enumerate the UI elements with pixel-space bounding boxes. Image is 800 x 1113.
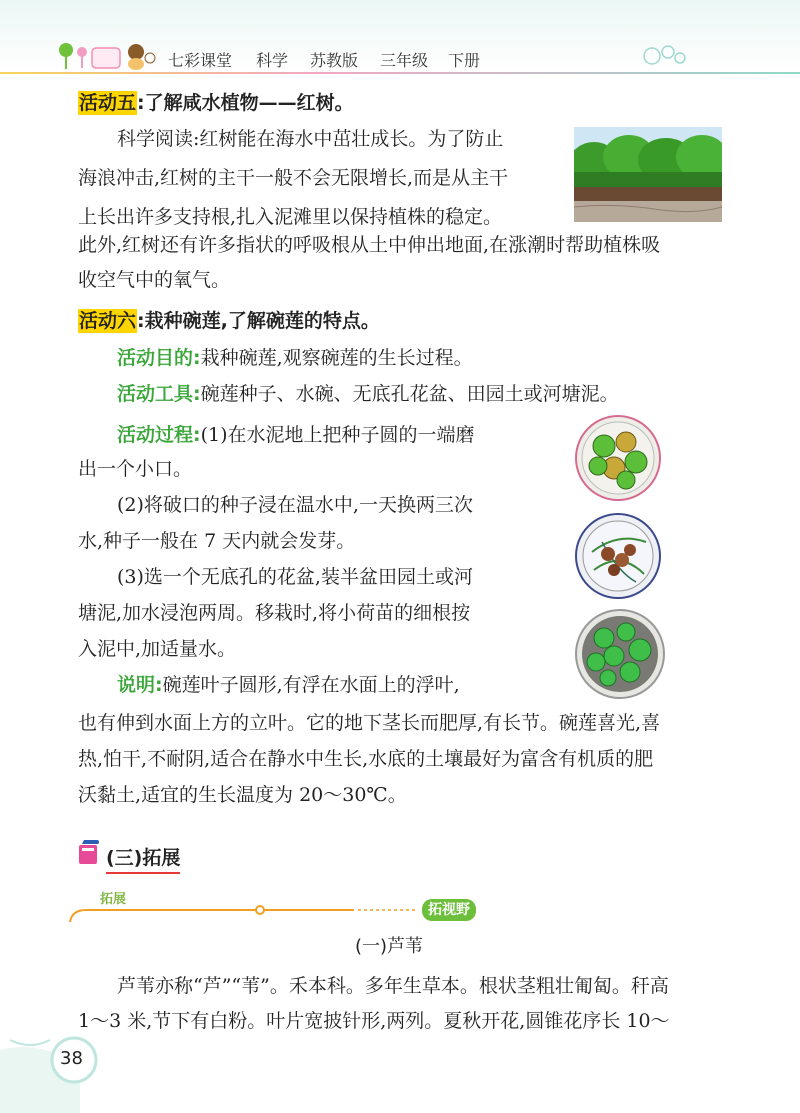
extension-line-2: 1～3 米,节下有白粉。叶片宽披针形,两列。夏秋开花,圆锥花序长 10～ [78, 1010, 670, 1032]
activity5-line-2: 海浪冲击,红树的主干一般不会无限增长,而是从主干 [78, 167, 509, 189]
activity6-process [117, 423, 475, 447]
activity5-title: :了解咸水植物——红树。 [137, 92, 354, 114]
mangrove-photo [574, 127, 722, 222]
header-publisher: 苏教版 [310, 51, 359, 70]
header-rule [0, 72, 800, 74]
logo-mascot-icon [56, 38, 166, 72]
process-line-3: (2)将破口的种子浸在温水中,一天换两三次 [117, 494, 473, 516]
extension-tag: 拓展 [100, 892, 127, 907]
extension-subtitle: (一)芦苇 [355, 936, 424, 957]
process-line-1: (1)在水泥地上把种子圆的一端磨 [200, 424, 475, 446]
process-line-2: 出一个小口。 [78, 458, 193, 480]
tools-label: 活动工具: [117, 383, 201, 405]
activity5-label: 活动五 [79, 92, 137, 114]
process-line-6: 塘泥,加水浸泡两周。移栽时,将小荷苗的细根按 [78, 602, 471, 624]
header-grade: 三年级 [380, 51, 429, 70]
activity6-label: 活动六 [79, 310, 137, 332]
activity5-line-5: 收空气中的氧气。 [78, 269, 231, 291]
extension-line-1: 芦苇亦称“芦”“苇”。禾本科。多年生草本。根状茎粗壮匍匐。秆高 [117, 975, 669, 997]
process-label: 活动过程: [117, 424, 201, 446]
header-bar [0, 0, 800, 80]
purpose-label: 活动目的: [117, 347, 201, 369]
tools-text: 碗莲种子、水碗、无底孔花盆、田园土或河塘泥。 [200, 383, 619, 405]
section3-title: (三)拓展 [106, 843, 180, 874]
page-number: 38 [60, 1048, 83, 1069]
lotus-sprouts-illustration [574, 512, 662, 600]
note-line-1: 碗莲叶子圆形,有浮在水面上的浮叶, [162, 674, 460, 696]
activity6-title: :栽种碗莲,了解碗莲的特点。 [137, 310, 380, 332]
activity5-heading [78, 91, 354, 115]
process-line-5: (3)选一个无底孔的花盆,装半盆田园土或河 [117, 566, 473, 588]
page-number-decoration [0, 1010, 110, 1113]
extension-badge: 拓视野 [422, 899, 476, 921]
header-volume: 下册 [448, 51, 481, 70]
process-line-4: 水,种子一般在 7 天内就会发芽。 [78, 530, 356, 552]
bubbles-icon [640, 40, 700, 70]
activity5-line-4: 此外,红树还有许多指状的呼吸根从土中伸出地面,在涨潮时帮助植株吸 [78, 234, 661, 256]
activity6-note [117, 673, 460, 697]
lotus-seeds-illustration [574, 414, 662, 502]
note-line-2: 也有伸到水面上方的立叶。它的地下茎长而肥厚,有长节。碗莲喜光,喜 [78, 712, 661, 734]
activity5-line-1: 科学阅读:红树能在海水中茁壮成长。为了防止 [117, 128, 504, 150]
header-subject: 科学 [256, 51, 289, 70]
activity5-line-3: 上长出许多支持根,扎入泥滩里以保持植株的稳定。 [78, 206, 503, 228]
process-line-7: 入泥中,加适量水。 [78, 638, 237, 660]
section-book-icon [76, 838, 104, 866]
activity6-tools [117, 382, 619, 406]
activity6-purpose [117, 346, 473, 370]
activity6-heading [78, 309, 380, 333]
header-series: 七彩课堂 [168, 51, 233, 70]
note-label: 说明: [117, 674, 163, 696]
purpose-text: 栽种碗莲,观察碗莲的生长过程。 [200, 347, 473, 369]
note-line-3: 热,怕干,不耐阴,适合在静水中生长,水底的土壤最好为富含有机质的肥 [78, 748, 654, 770]
note-line-4: 沃黏土,适宜的生长温度为 20～30℃。 [78, 784, 407, 806]
lotus-seedlings-illustration [574, 608, 666, 700]
